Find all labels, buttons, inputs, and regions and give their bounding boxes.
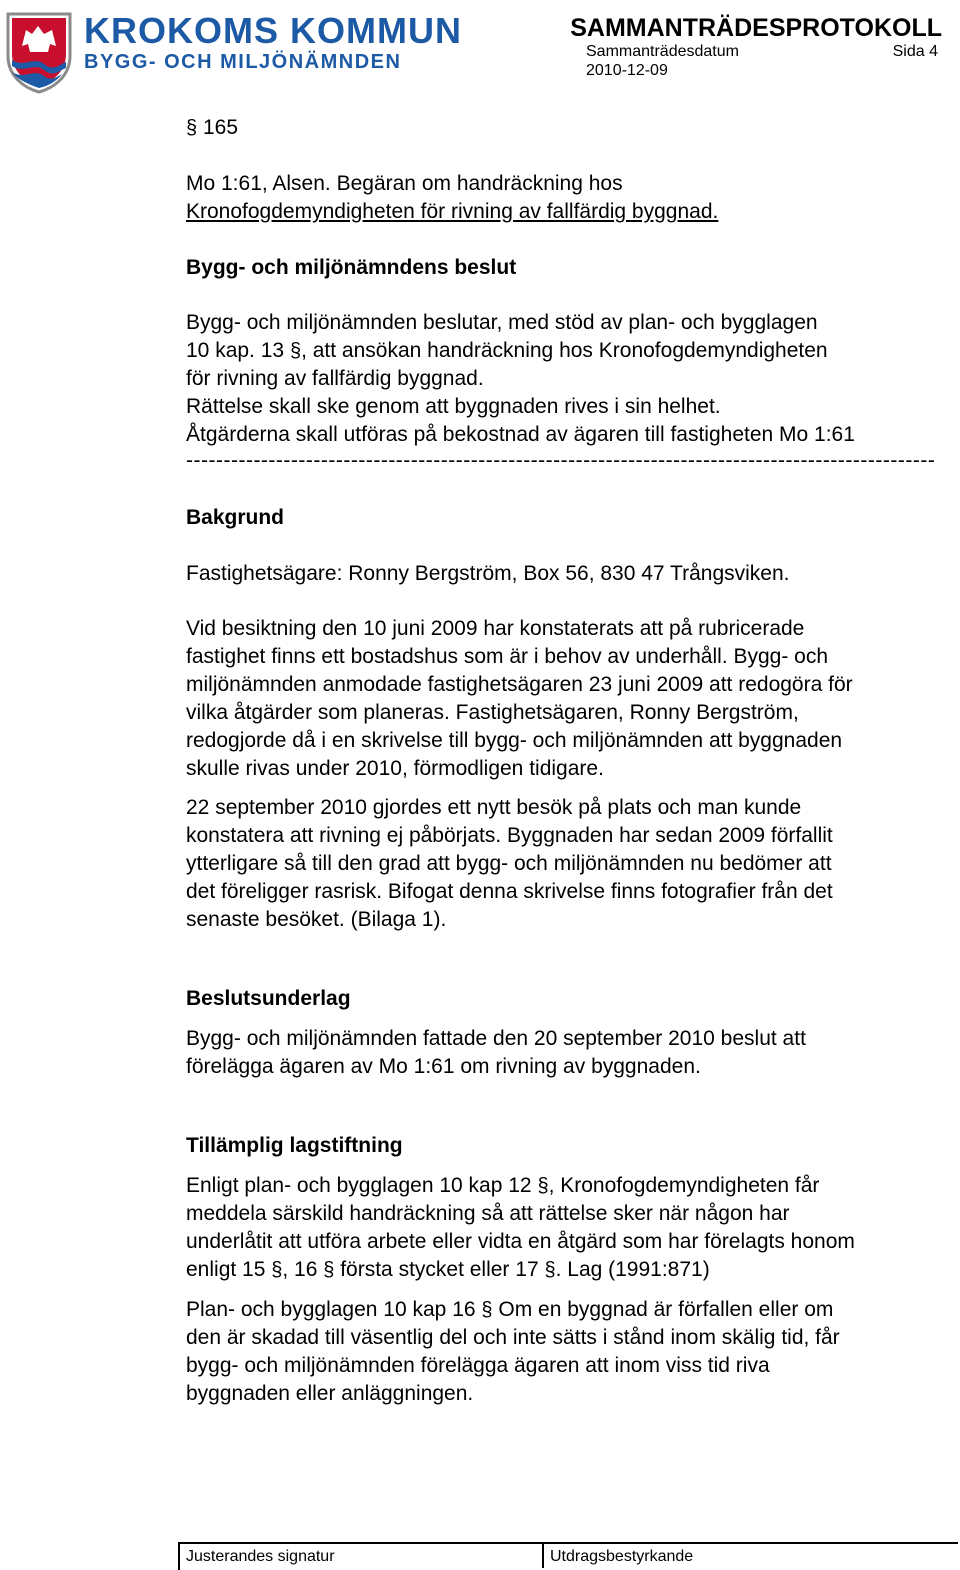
law-p1-line-4-a: enligt 15 — [186, 1258, 266, 1281]
law-p1-line-4-d: . Lag (1991:871) — [555, 1258, 710, 1281]
subject-line-2-text: Kronofogdemyndigheten för rivning av fallfärdig byggnad. — [186, 200, 719, 223]
section-symbol: § — [271, 1259, 283, 1281]
decision-line-2-pre: 10 kap. 13 — [186, 339, 285, 362]
footer-certification-label: Utdragsbestyrkande — [550, 1548, 694, 1565]
separator-line: ---------------------------------------------------------------------------------------------------- — [186, 449, 936, 472]
background-p1-line-1: Vid besiktning den 10 juni 2009 har konstaterats att på rubricerade — [186, 617, 805, 640]
law-p2-line-1 — [186, 1296, 956, 1324]
law-p1-line-1-pre: Enligt plan- och bygglagen 10 kap 12 — [186, 1174, 532, 1197]
law-p2-line-1-pre: Plan- och bygglagen 10 kap 16 — [186, 1298, 476, 1321]
basis-heading: Beslutsunderlag — [186, 987, 351, 1010]
owner-line: Fastighetsägare: Ronny Bergström, Box 56, 830 47 Trångsviken. — [186, 562, 790, 585]
section-symbol: § — [289, 340, 302, 362]
meeting-date: 2010-12-09 — [586, 62, 668, 79]
decision-line-2-post: , att ansökan handräckning hos Kronofogdemyndigheten — [301, 339, 828, 362]
background-p1-line-2: fastighet finns ett bostadshus som är i behov av underhåll. Bygg- och — [186, 645, 829, 668]
law-p1-line-1 — [186, 1172, 956, 1200]
law-p1-line-2: meddela särskild handräckning så att rättelse sker när någon har — [186, 1202, 790, 1225]
page-number: Sida 4 — [892, 43, 938, 60]
background-p2-line-3: ytterligare så till den grad att bygg- och miljönämnden nu bedömer att — [186, 852, 832, 875]
law-heading: Tillämplig lagstiftning — [186, 1134, 403, 1157]
law-p1-line-3: underlåtit att utföra arbete eller vidta en åtgärd som har förelagts honom — [186, 1230, 855, 1253]
decision-line-5: Åtgärderna skall utföras på bekostnad av ägaren till fastigheten Mo 1:61 — [186, 423, 855, 446]
basis-line-2: förelägga ägaren av Mo 1:61 om rivning av byggnaden. — [186, 1055, 701, 1078]
background-p2-line-1: 22 september 2010 gjordes ett nytt besök på plats och man kunde — [186, 796, 802, 819]
section-symbol: § — [186, 117, 198, 139]
law-p1-line-4 — [186, 1256, 956, 1284]
law-p2-line-3: bygg- och miljönämnden förelägga ägaren att inom viss tid riva — [186, 1354, 770, 1377]
protocol-title: SAMMANTRÄDESPROTOKOLL — [570, 14, 942, 42]
background-p1-line-3: miljönämnden anmodade fastighetsägaren 23 juni 2009 att redogöra för — [186, 673, 853, 696]
organization-department: BYGG- OCH MILJÖNÄMNDEN — [84, 51, 402, 73]
background-p1-line-5: redogjorde då i en skrivelse till bygg- och miljönämnden att byggnaden — [186, 729, 843, 752]
law-p1-line-1-post: , Kronofogdemyndigheten får — [548, 1174, 820, 1197]
law-p1-line-4-c: första stycket eller 17 — [334, 1258, 539, 1281]
decision-line-4: Rättelse skall ske genom att byggnaden rives i sin helhet. — [186, 395, 721, 418]
background-heading: Bakgrund — [186, 506, 285, 529]
background-p2-line-2: konstatera att rivning ej påbörjats. Byggnaden har sedan 2009 förfallit — [186, 824, 833, 847]
subject-line-1: Mo 1:61, Alsen. Begäran om handräckning hos — [186, 172, 623, 195]
section-symbol: § — [481, 1299, 493, 1321]
section-symbol: § — [323, 1259, 335, 1281]
background-p2-line-4: det föreligger rasrisk. Bifogat denna skrivelse finns fotografier från det — [186, 880, 833, 903]
law-p1-line-4-b: , 16 — [282, 1258, 318, 1281]
footer-divider — [542, 1544, 544, 1568]
municipal-coat-of-arms-icon — [4, 10, 74, 94]
decision-line-2 — [186, 337, 956, 365]
background-p2-line-5: senaste besöket. (Bilaga 1). — [186, 908, 447, 931]
section-number-value: 165 — [202, 116, 239, 139]
background-p1-line-4: vilka åtgärder som planeras. Fastighetsägaren, Ronny Bergström, — [186, 701, 799, 724]
law-p2-line-4: byggnaden eller anläggningen. — [186, 1382, 474, 1405]
meeting-date-label: Sammanträdesdatum — [586, 43, 739, 60]
section-symbol: § — [544, 1259, 556, 1281]
section-number — [186, 114, 956, 142]
background-p1-line-6: skulle rivas under 2010, förmodligen tidigare. — [186, 757, 604, 780]
section-symbol: § — [537, 1175, 549, 1197]
law-p2-line-1-post: Om en byggnad är förfallen eller om — [492, 1298, 834, 1321]
subject-line-2 — [186, 198, 956, 226]
basis-line-1: Bygg- och miljönämnden fattade den 20 september 2010 beslut att — [186, 1027, 806, 1050]
law-p2-line-2: den är skadad till väsentlig del och inte sätts i stånd inom skälig tid, får — [186, 1326, 840, 1349]
organization-name: KROKOMS KOMMUN — [84, 10, 462, 51]
footer-signature-label: Justerandes signatur — [186, 1548, 335, 1565]
decision-heading: Bygg- och miljönämndens beslut — [186, 256, 517, 279]
decision-line-3: för rivning av fallfärdig byggnad. — [186, 367, 484, 390]
decision-line-1: Bygg- och miljönämnden beslutar, med stöd av plan- och bygglagen — [186, 311, 818, 334]
